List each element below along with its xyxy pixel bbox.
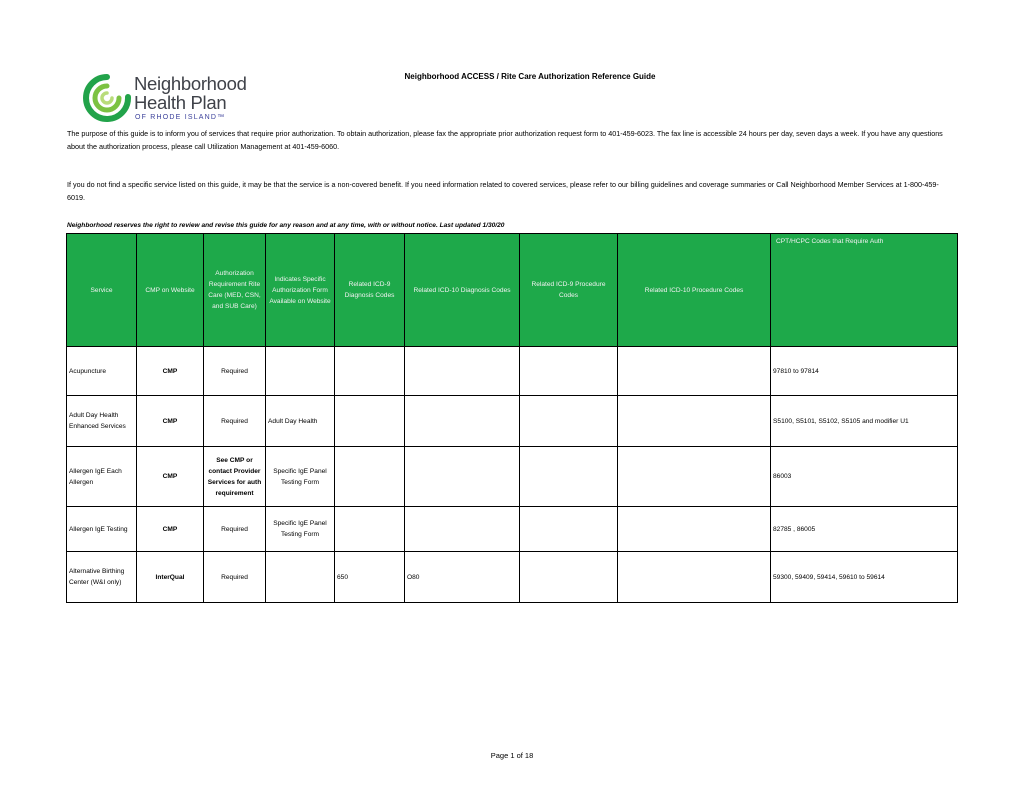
cmp-cell: CMP	[137, 507, 204, 552]
auth-cell: Required	[204, 552, 266, 603]
header-icd10-procedure: Related ICD-10 Procedure Codes	[618, 234, 771, 347]
icd10-procedure-cell	[618, 507, 771, 552]
table-row	[67, 447, 958, 507]
table-row	[67, 552, 958, 603]
cpt-cell: 86003	[771, 447, 958, 507]
header-auth-requirement: Authorization Requirement Rite Care (MED, CSN, and SUB Care)	[204, 234, 266, 347]
cmp-cell: InterQual	[137, 552, 204, 603]
service-cell: Allergen IgE Testing	[67, 507, 137, 552]
logo-name-line1: Neighborhood	[134, 73, 247, 94]
cpt-cell: 82785 , 86005	[771, 507, 958, 552]
icd9-diagnosis-cell	[335, 347, 405, 396]
cpt-cell: S5100, S5101, S5102, S5105 and modifier U1	[771, 396, 958, 447]
note-paragraph: If you do not find a specific service listed on this guide, it may be that the service is a non-covered benefit. If you need information related to covered services, please refer to our billing guidelines and coverage summaries or Call Neighborhood Member Services at 1-800-459-6019.	[67, 180, 939, 202]
cmp-cell: CMP	[137, 447, 204, 507]
service-cell: Acupuncture	[67, 347, 137, 396]
auth-cell: Required	[204, 507, 266, 552]
icd9-procedure-cell	[520, 347, 618, 396]
neighborhood-logo	[82, 73, 262, 123]
form-cell: Specific IgE Panel Testing Form	[266, 447, 335, 507]
icd10-diagnosis-cell	[405, 447, 520, 507]
icd10-diagnosis-cell	[405, 396, 520, 447]
swirl-logo-icon	[82, 73, 132, 123]
icd9-diagnosis-cell	[335, 447, 405, 507]
table-row	[67, 396, 958, 447]
icd10-diagnosis-cell	[405, 507, 520, 552]
cmp-cell: CMP	[137, 347, 204, 396]
table-row	[67, 347, 958, 396]
icd10-diagnosis-cell	[405, 347, 520, 396]
header-icd9-procedure: Related ICD-9 Procedure Codes	[520, 234, 618, 347]
header-auth-form: Indicates Specific Authorization Form Available on Website	[266, 234, 335, 347]
icd10-procedure-cell	[618, 347, 771, 396]
icd9-diagnosis-cell	[335, 396, 405, 447]
form-cell: Adult Day Health	[266, 396, 335, 447]
auth-cell: Required	[204, 347, 266, 396]
service-cell: Alternative Birthing Center (W&I only)	[67, 552, 137, 603]
cpt-cell: 59300, 59409, 59414, 59610 to 59614	[771, 552, 958, 603]
icd10-diagnosis-cell: O80	[405, 552, 520, 603]
table-row	[67, 507, 958, 552]
logo-name-line2: Health Plan	[134, 91, 227, 113]
icd9-diagnosis-cell: 650	[335, 552, 405, 603]
service-cell: Adult Day Health Enhanced Services	[67, 396, 137, 447]
header-service: Service	[67, 234, 137, 347]
page-number: Page 1 of 18	[490, 751, 534, 760]
icd9-procedure-cell	[520, 507, 618, 552]
icd10-procedure-cell	[618, 396, 771, 447]
header-cpt-codes: CPT/HCPC Codes that Require Auth	[771, 234, 958, 347]
icd9-diagnosis-cell	[335, 507, 405, 552]
auth-cell: Required	[204, 396, 266, 447]
icd9-procedure-cell	[520, 552, 618, 603]
cmp-cell: CMP	[137, 396, 204, 447]
icd9-procedure-cell	[520, 447, 618, 507]
cpt-cell: 97810 to 97814	[771, 347, 958, 396]
intro-paragraph: The purpose of this guide is to inform you of services that require prior authorization. To obtain authorization, please fax the appropriate prior authorization request form to 401-459-6023. The fax line is accessible 24 hours per day, seven days a week. If you have any questions about the authorization process, please call Utilization Management at 401-459-6060.	[67, 129, 943, 151]
icd9-procedure-cell	[520, 396, 618, 447]
form-cell	[266, 347, 335, 396]
header-cmp: CMP on Website	[137, 234, 204, 347]
auth-cell: See CMP or contact Provider Services for auth requirement	[204, 447, 266, 507]
authorization-table	[66, 233, 958, 603]
form-cell: Specific IgE Panel Testing Form	[266, 507, 335, 552]
table-header-row	[67, 234, 958, 347]
document-title: Neighborhood ACCESS / Rite Care Authorization Reference Guide	[404, 72, 656, 81]
header-icd9-diagnosis: Related ICD-9 Diagnosis Codes	[335, 234, 405, 347]
icd10-procedure-cell	[618, 447, 771, 507]
logo-subtitle: OF RHODE ISLAND™	[135, 114, 226, 121]
header-icd10-diagnosis: Related ICD-10 Diagnosis Codes	[405, 234, 520, 347]
revision-notice: Neighborhood reserves the right to review and revise this guide for any reason and at any time, with or without notice. Last updated 1/30/20	[67, 222, 505, 229]
icd10-procedure-cell	[618, 552, 771, 603]
service-cell: Allergen IgE Each Allergen	[67, 447, 137, 507]
form-cell	[266, 552, 335, 603]
